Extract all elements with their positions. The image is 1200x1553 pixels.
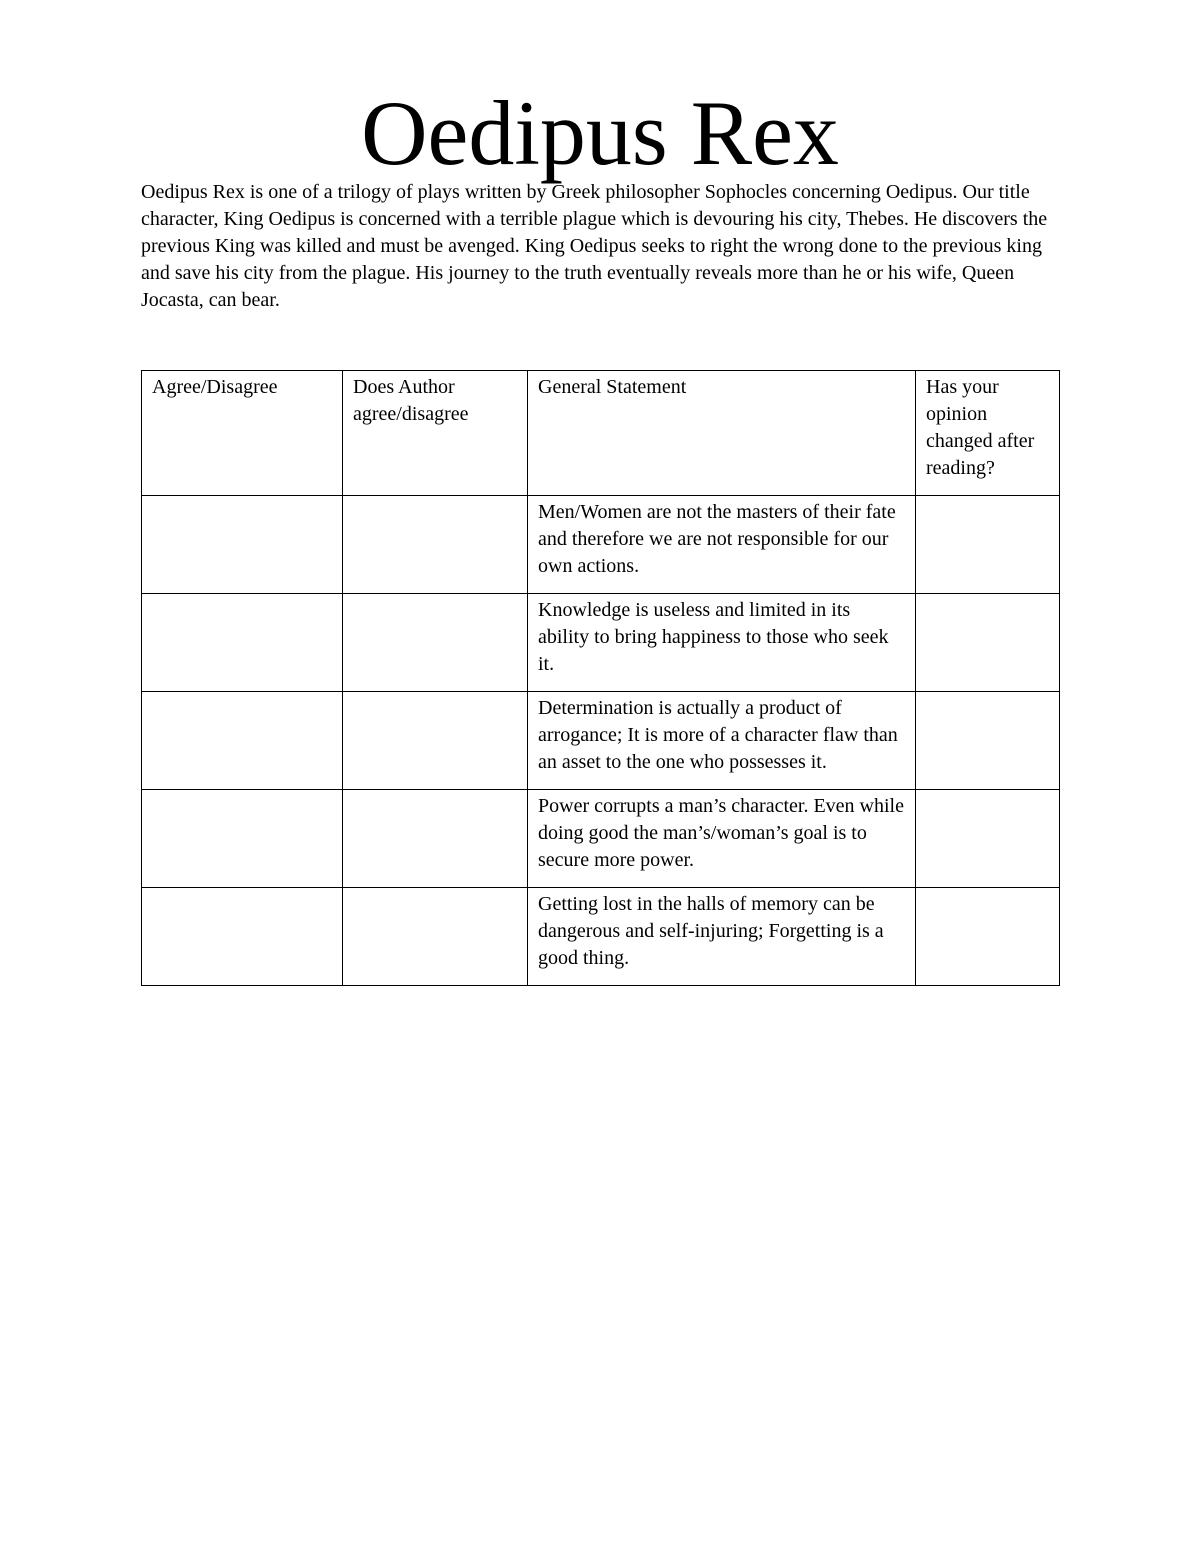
opinion-table bbox=[141, 370, 1060, 986]
author-cell[interactable] bbox=[343, 888, 528, 986]
statement-cell: Men/Women are not the masters of their fate and therefore we are not responsible for our own actions. bbox=[528, 496, 916, 594]
agree-cell[interactable] bbox=[142, 496, 343, 594]
changed-cell[interactable] bbox=[916, 692, 1060, 790]
table-row bbox=[142, 496, 1060, 594]
author-cell[interactable] bbox=[343, 692, 528, 790]
statement-cell: Knowledge is useless and limited in its ability to bring happiness to those who seek it. bbox=[528, 594, 916, 692]
statement-cell: Determination is actually a product of arrogance; It is more of a character flaw than an asset to the one who possesses it. bbox=[528, 692, 916, 790]
agree-cell[interactable] bbox=[142, 790, 343, 888]
table-row bbox=[142, 790, 1060, 888]
header-author-agree: Does Author agree/disagree bbox=[343, 371, 528, 496]
author-cell[interactable] bbox=[343, 594, 528, 692]
table-row bbox=[142, 888, 1060, 986]
page-title: Oedipus Rex bbox=[361, 82, 839, 184]
header-general-statement: General Statement bbox=[528, 371, 916, 496]
statement-cell: Power corrupts a man’s character. Even while doing good the man’s/woman’s goal is to secure more power. bbox=[528, 790, 916, 888]
intro-paragraph: Oedipus Rex is one of a trilogy of plays written by Greek philosopher Sophocles concerning Oedipus. Our title character, King Oedipus is concerned with a terrible plague which is devouring his city, Thebes. He discovers the previous King was killed and must be avenged. King Oedipus seeks to right the wrong done to the previous king and save his city from the plague. His journey to the truth eventually reveals more than he or his wife, Queen Jocasta, can bear. bbox=[141, 181, 1048, 311]
table-row bbox=[142, 692, 1060, 790]
agree-cell[interactable] bbox=[142, 594, 343, 692]
header-opinion-changed: Has your opinion changed after reading? bbox=[916, 371, 1060, 496]
table-header-row bbox=[142, 371, 1060, 496]
agree-cell[interactable] bbox=[142, 692, 343, 790]
table-row bbox=[142, 594, 1060, 692]
changed-cell[interactable] bbox=[916, 594, 1060, 692]
author-cell[interactable] bbox=[343, 496, 528, 594]
changed-cell[interactable] bbox=[916, 888, 1060, 986]
author-cell[interactable] bbox=[343, 790, 528, 888]
changed-cell[interactable] bbox=[916, 496, 1060, 594]
header-agree-disagree: Agree/Disagree bbox=[142, 371, 343, 496]
statement-cell: Getting lost in the halls of memory can be dangerous and self-injuring; Forgetting is a good thing. bbox=[528, 888, 916, 986]
agree-cell[interactable] bbox=[142, 888, 343, 986]
changed-cell[interactable] bbox=[916, 790, 1060, 888]
